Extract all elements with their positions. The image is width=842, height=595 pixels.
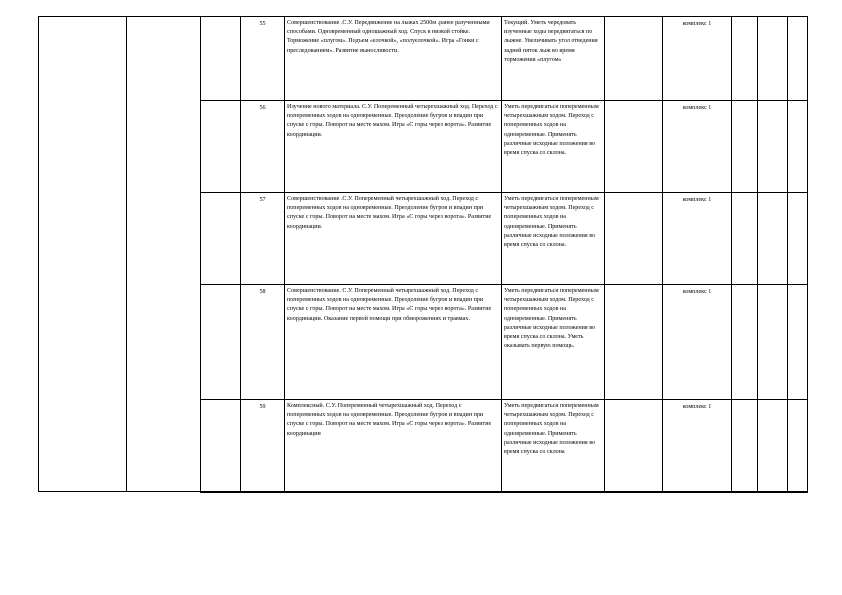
lesson-content: Совершенствование. С.У. Попеременный четырехшажный ход. Переход с попеременных ходов на одновременные. Преодоление бугров и впадин при спуске с горы. Поворот на месте махом. Игра «С горы через ворота». Развитие координации. Оказание первой помощи при обморожениях и травмах. [285,285,502,400]
lesson-content: Совершенствование .С.У. Передвижение на лыжах 2500м .ранее разученными способами. Одновременный одношажный ход. Спуск в низкой стойке. Торможение «плугом». Подъем «елочкой», «полуелочкой». Игра «Гонки с преследованием». Развитие выносливости. [285,17,502,101]
lesson-number: 55 [241,17,285,101]
empty-cell [605,17,663,101]
empty-cell [732,17,758,101]
section-cell [39,17,127,492]
empty-cell [732,400,758,492]
lesson-requirements: Уметь передвигаться попеременным четырехшажным ходом. Переход с попеременных ходов на одновременные. Применять различные исходные положения во время спуска со склона. Уметь оказывать первую помощь. [502,285,605,400]
lesson-requirements: Уметь передвигаться попеременным четырехшажным ходом. Переход с попеременных ходов на одновременные. Применять различные исходные положения во время спуска со склона. [502,193,605,285]
lesson-number: 59 [241,400,285,492]
lesson-technology: комплекс 1 [663,17,732,101]
lesson-number: 56 [241,101,285,193]
empty-cell [758,400,788,492]
empty-cell [758,17,788,101]
lesson-technology: комплекс 1 [663,193,732,285]
lesson-requirements: Текущий. Уметь чередовать изученные ходы передвигаться по лыжне. Увеличивать угол отведения задней пяток лыж во время торможения «плугом» [502,17,605,101]
empty-cell [788,17,808,101]
empty-cell [758,193,788,285]
empty-cell [605,285,663,400]
empty-cell [201,193,241,285]
empty-cell [201,101,241,193]
empty-cell [732,101,758,193]
empty-cell [605,400,663,492]
empty-cell [605,101,663,193]
lesson-technology: комплекс 1 [663,101,732,193]
lesson-content: Изучение нового материала. С.У. Попеременный четырехшажный ход. Переход с попеременных ходов на одновременные. Преодоление бугров и впадин при спуске с горы. Поворот на месте махом. Игра «С горы через ворота». Развитие координации. [285,101,502,193]
lesson-technology: комплекс 1 [663,400,732,492]
lesson-content: Совершенствование .С.У. Попеременный четырехшажный ход. Переход с попеременных ходов на одновременные. Преодоление бугров и впадин при спуске с горы. Поворот на месте махом. Игра «С горы через ворота». Развитие координации. [285,193,502,285]
empty-cell [758,101,788,193]
lesson-technology: комплекс 1 [663,285,732,400]
empty-cell [788,400,808,492]
empty-cell [201,285,241,400]
empty-cell [788,193,808,285]
lesson-content: Комплексный. С.У. Попеременный четырехшажный ход. Переход с попеременных ходов на одновременные. Преодоление бугров и впадин при спуске с горы. Поворот на месте махом. Игра «С горы через ворота». Развитие координации [285,400,502,492]
empty-cell [201,17,241,101]
lesson-number: 57 [241,193,285,285]
lesson-requirements: Уметь передвигаться попеременным четырехшажным ходом. Переход с попеременных ходов на одновременные. Применять различные исходные положения во время спуска со склона. [502,101,605,193]
empty-cell [201,400,241,492]
empty-cell [758,285,788,400]
empty-cell [788,285,808,400]
empty-cell [605,193,663,285]
table-row [39,17,808,101]
lesson-plan-table [38,16,808,493]
empty-cell [732,285,758,400]
lesson-requirements: Уметь передвигаться попеременным четырехшажным ходом. Переход с попеременных ходов на одновременные. Применять различные исходные положения во время спуска со склона [502,400,605,492]
lesson-number: 58 [241,285,285,400]
empty-cell [788,101,808,193]
empty-cell [732,193,758,285]
section-cell [127,17,201,492]
